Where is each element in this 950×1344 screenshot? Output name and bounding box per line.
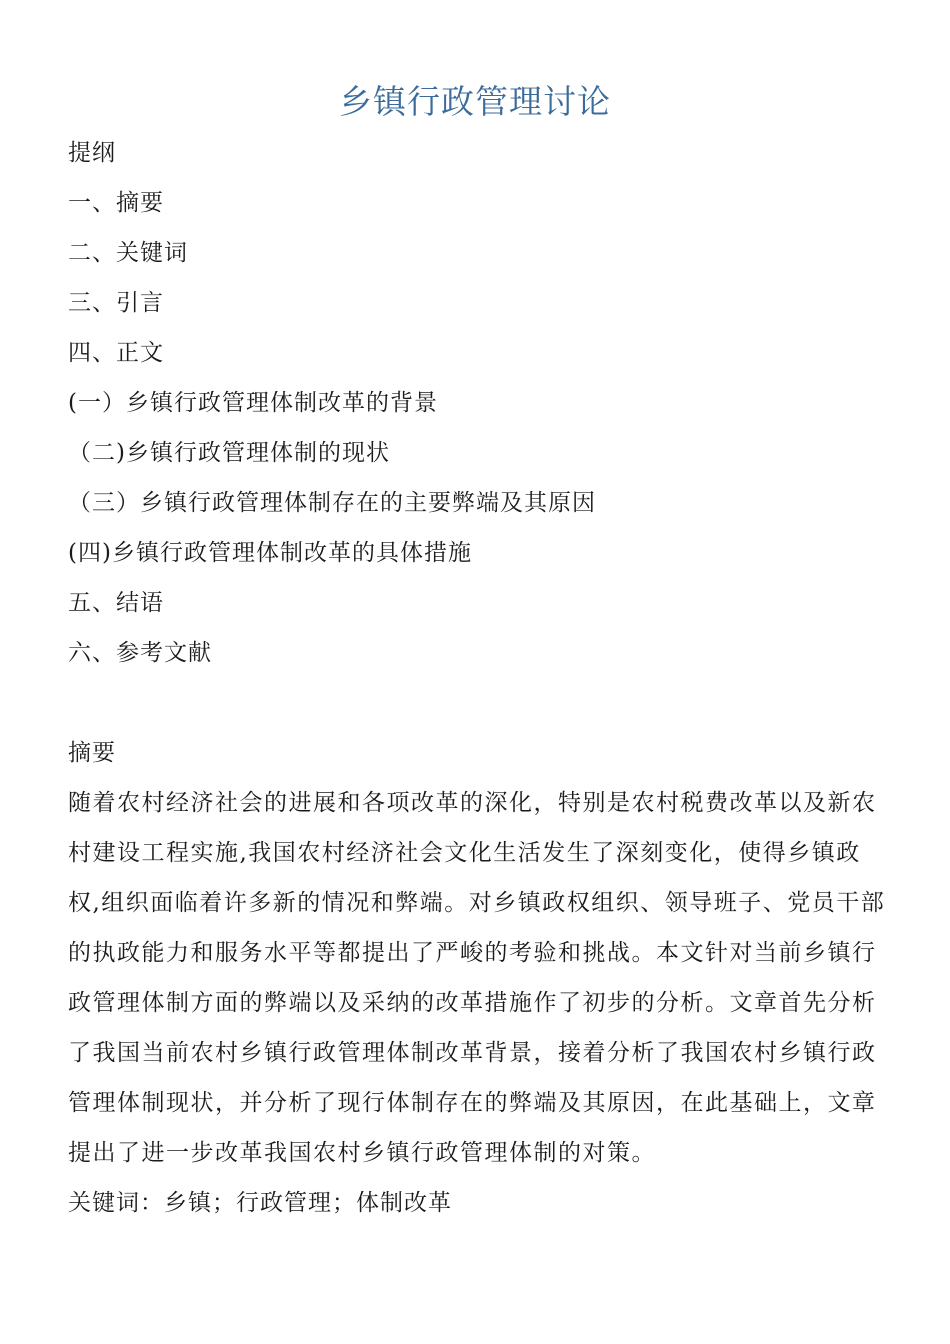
abstract-heading: 摘要: [68, 740, 116, 766]
outline-item: (四)乡镇行政管理体制改革的具体措施: [68, 540, 472, 566]
document-body: [68, 128, 898, 1228]
outline-item: 二、关键词: [68, 240, 188, 266]
outline-item: 三、引言: [68, 290, 164, 316]
outline-item: 一、摘要: [68, 190, 164, 216]
document-title: 乡镇行政管理讨论: [339, 82, 611, 121]
outline-heading: 提纲: [68, 140, 116, 166]
keywords-line: 关键词：乡镇；行政管理；体制改革: [68, 1190, 452, 1216]
outline-item: (一）乡镇行政管理体制改革的背景: [68, 390, 438, 416]
outline-item: 六、参考文献: [68, 640, 212, 666]
abstract-paragraph: 随着农村经济社会的进展和各项改革的深化，特别是农村税费改革以及新农村建设工程实施,我国农村经济社会文化生活发生了深刻变化，使得乡镇政权,组织面临着许多新的情况和弊端。对乡镇政权组织、领导班子、党员干部的执政能力和服务水平等都提出了严峻的考验和挑战。本文针对当前乡镇行政管理体制方面的弊端以及采纳的改革措施作了初步的分析。文章首先分析了我国当前农村乡镇行政管理体制改革背景，接着分析了我国农村乡镇行政管理体制现状，并分析了现行体制存在的弊端及其原因，在此基础上，文章提出了进一步改革我国农村乡镇行政管理体制的对策。: [68, 790, 886, 1166]
outline-item: 四、正文: [68, 340, 164, 366]
outline-item: （二)乡镇行政管理体制的现状: [68, 440, 390, 466]
outline-item: （三）乡镇行政管理体制存在的主要弊端及其原因: [68, 490, 596, 516]
outline-item: 五、结语: [68, 590, 164, 616]
section-spacer: [68, 678, 898, 728]
